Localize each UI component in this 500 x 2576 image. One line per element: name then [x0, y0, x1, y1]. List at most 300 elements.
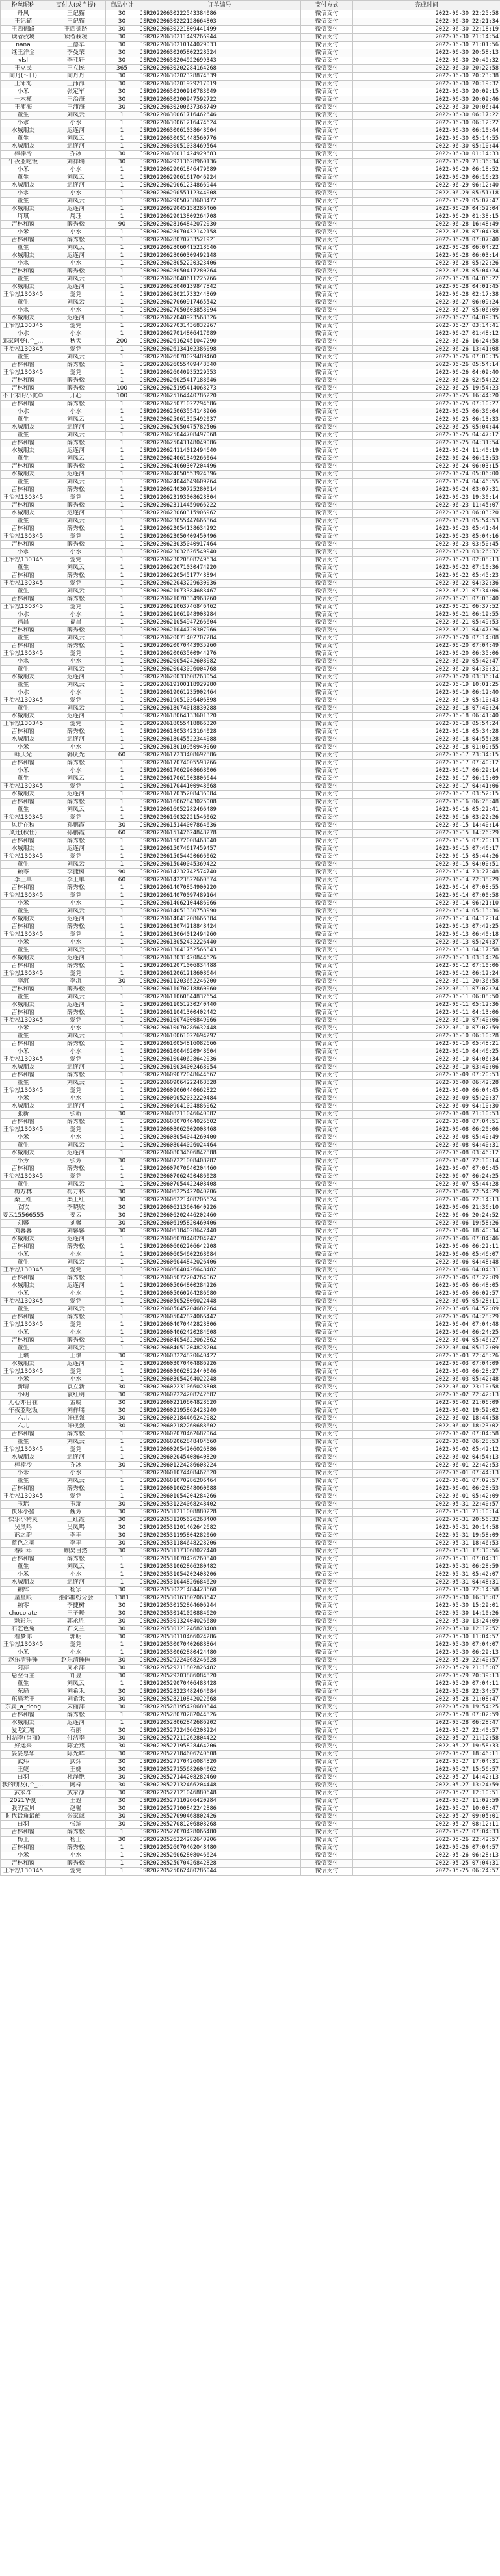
cell-completed-time: 2022-06-30 22:25:58: [353, 10, 500, 18]
table-row: [1, 978, 500, 986]
cell-order-number: JSR20220607070640204460: [138, 1165, 301, 1173]
cell-order-number: JSR20220529211802826482: [138, 1665, 301, 1673]
cell-fans-nickname: 王治泓130345: [1, 291, 46, 299]
cell-completed-time: 2022-06-28 04:06:22: [353, 276, 500, 284]
table-row: [1, 455, 500, 463]
table-row: [1, 1587, 500, 1595]
cell-order-number: JSR20220620043026004768: [138, 666, 301, 674]
table-row: [1, 151, 500, 159]
table-row: [1, 1735, 500, 1743]
cell-order-number: JSR20220607062420486028: [138, 1173, 301, 1181]
cell-completed-time: 2022-06-26 05:54:14: [353, 362, 500, 369]
cell-subtotal: 1: [106, 689, 138, 697]
cell-payment-method: 微信支付: [301, 393, 353, 401]
cell-payer-name: 爱党: [46, 650, 106, 658]
table-row: [1, 1439, 500, 1446]
cell-completed-time: 2022-06-25 06:13:33: [353, 416, 500, 424]
cell-completed-time: 2022-06-08 07:04:51: [353, 1119, 500, 1126]
cell-payer-name: 迟连河: [46, 1720, 106, 1727]
cell-payer-name: 刘凤云: [46, 1478, 106, 1485]
table-row: [1, 1142, 500, 1150]
cell-subtotal: 30: [106, 1462, 138, 1470]
cell-payment-method: 微信支付: [301, 994, 353, 1002]
table-row: [1, 666, 500, 674]
cell-fans-nickname: 刘馨馨: [1, 1228, 46, 1236]
cell-fans-nickname: 水城朋友: [1, 1454, 46, 1462]
table-row: [1, 1509, 500, 1517]
table-row: [1, 1041, 500, 1048]
cell-order-number: JSR20220614051330758990: [138, 908, 301, 916]
cell-payment-method: 微信支付: [301, 1782, 353, 1790]
cell-subtotal: 1: [106, 736, 138, 744]
table-row: [1, 1392, 500, 1400]
cell-payer-name: 薛秀松: [46, 572, 106, 580]
cell-subtotal: 90: [106, 221, 138, 229]
cell-completed-time: 2022-06-23 06:03:20: [353, 510, 500, 518]
cell-payment-method: 微信支付: [301, 1680, 353, 1688]
cell-payment-method: 微信支付: [301, 1119, 353, 1126]
cell-payment-method: 微信支付: [301, 1400, 353, 1407]
cell-fans-nickname: 王记猫: [1, 18, 46, 26]
cell-subtotal: 1: [106, 486, 138, 494]
cell-payer-name: 爱党: [46, 814, 106, 822]
cell-payment-method: 微信支付: [301, 213, 353, 221]
cell-fans-nickname: 王西德路: [1, 26, 46, 34]
cell-order-number: JSR20220528223482464084: [138, 1688, 301, 1696]
cell-subtotal: 1: [106, 1064, 138, 1072]
cell-completed-time: 2022-05-31 18:46:53: [353, 1540, 500, 1548]
cell-payment-method: 微信支付: [301, 354, 353, 362]
cell-completed-time: 2022-06-09 05:20:37: [353, 1095, 500, 1103]
cell-payer-name: 迟连河: [46, 1064, 106, 1072]
cell-payer-name: 袁立新: [46, 1384, 106, 1392]
cell-fans-nickname: 王治泓130345: [1, 604, 46, 611]
cell-fans-nickname: 读者我境: [1, 34, 46, 42]
cell-order-number: JSR20220531062866280482: [138, 1563, 301, 1571]
table-row: [1, 65, 500, 73]
cell-completed-time: 2022-06-30 22:21:34: [353, 18, 500, 26]
table-row: [1, 135, 500, 143]
cell-payer-name: 陈金燕: [46, 1743, 106, 1751]
cell-order-number: JSR20220630210144029033: [138, 42, 301, 49]
cell-payer-name: 张定军: [46, 88, 106, 96]
table-row: [1, 1165, 500, 1173]
cell-fans-nickname: 风迁(秋仕): [1, 830, 46, 838]
cell-payer-name: 刘馨: [46, 1220, 106, 1228]
table-row: [1, 1798, 500, 1805]
cell-fans-nickname: 水城朋友: [1, 955, 46, 963]
table-row: [1, 1228, 500, 1236]
cell-subtotal: 1: [106, 1298, 138, 1306]
cell-subtotal: 30: [106, 1587, 138, 1595]
cell-payer-name: 爱党: [46, 533, 106, 541]
cell-completed-time: 2022-06-02 18:23:02: [353, 1423, 500, 1431]
table-row: [1, 1712, 500, 1720]
cell-payment-method: 微信支付: [301, 1173, 353, 1181]
cell-subtotal: 30: [106, 1766, 138, 1774]
cell-completed-time: 2022-06-03 05:42:48: [353, 1376, 500, 1384]
cell-subtotal: 1: [106, 596, 138, 604]
cell-payment-method: 微信支付: [301, 525, 353, 533]
cell-payment-method: 微信支付: [301, 206, 353, 213]
table-row: [1, 354, 500, 362]
cell-completed-time: 2022-06-11 07:02:24: [353, 986, 500, 994]
cell-subtotal: 1: [106, 744, 138, 752]
cell-completed-time: 2022-06-13 03:14:26: [353, 955, 500, 963]
cell-payment-method: 微信支付: [301, 1868, 353, 1876]
table-row: [1, 299, 500, 307]
cell-order-number: JSR20220605042824066442: [138, 1314, 301, 1321]
table-row: [1, 1478, 500, 1485]
cell-fans-nickname: 快乐小精灵: [1, 1517, 46, 1524]
table-row: [1, 401, 500, 408]
cell-payer-name: 姜云: [46, 1212, 106, 1220]
cell-payment-method: 微信支付: [301, 658, 353, 666]
table-row: [1, 268, 500, 276]
cell-subtotal: 1: [106, 190, 138, 198]
cell-fans-nickname: 星星眼: [1, 1595, 46, 1602]
cell-payment-method: 微信支付: [301, 276, 353, 284]
cell-order-number: JSR20220605064800284226: [138, 1282, 301, 1290]
cell-payer-name: 爱党: [46, 604, 106, 611]
cell-payer-name: 迟连河: [46, 447, 106, 455]
table-row: [1, 861, 500, 869]
cell-order-number: JSR20220621070334968260: [138, 596, 301, 604]
cell-payment-method: 微信支付: [301, 604, 353, 611]
cell-completed-time: 2022-06-14 22:38:29: [353, 877, 500, 884]
cell-completed-time: 2022-05-30 11:04:57: [353, 1634, 500, 1641]
cell-completed-time: 2022-06-30 20:09:46: [353, 96, 500, 104]
cell-subtotal: 1: [106, 1080, 138, 1087]
table-row: [1, 1236, 500, 1243]
cell-payment-method: 微信支付: [301, 783, 353, 791]
cell-payer-name: 迟连河: [46, 736, 106, 744]
cell-completed-time: 2022-05-27 17:04:31: [353, 1759, 500, 1766]
cell-subtotal: 1: [106, 1290, 138, 1298]
cell-subtotal: 1: [106, 1033, 138, 1041]
cell-order-number: JSR20220615074617459457: [138, 845, 301, 853]
cell-completed-time: 2022-06-14 07:08:55: [353, 884, 500, 892]
table-row: [1, 1649, 500, 1657]
cell-subtotal: 1: [106, 1329, 138, 1337]
cell-completed-time: 2022-06-25 07:10:27: [353, 401, 500, 408]
cell-order-number: JSR20220611060844832654: [138, 994, 301, 1002]
cell-payer-name: 王婕: [46, 1766, 106, 1774]
cell-completed-time: 2022-06-24 05:06:00: [353, 471, 500, 479]
cell-subtotal: 1: [106, 666, 138, 674]
cell-fans-nickname: 王治泓130345: [1, 721, 46, 728]
cell-subtotal: 1: [106, 1345, 138, 1353]
cell-fans-nickname: 小米: [1, 1025, 46, 1033]
cell-payer-name: 李捷树: [46, 1602, 106, 1610]
cell-order-number: JSR20220602184466242082: [138, 1415, 301, 1423]
cell-payment-method: 微信支付: [301, 1751, 353, 1759]
table-row: [1, 1602, 500, 1610]
cell-payer-name: 爱党: [46, 291, 106, 299]
cell-fans-nickname: 一木槿: [1, 96, 46, 104]
cell-subtotal: 30: [106, 1111, 138, 1119]
cell-subtotal: 1: [106, 814, 138, 822]
cell-fans-nickname: 水城朋友: [1, 284, 46, 291]
cell-payment-method: 微信支付: [301, 861, 353, 869]
cell-subtotal: 1: [106, 401, 138, 408]
table-row: [1, 323, 500, 330]
cell-completed-time: 2022-06-21 07:03:40: [353, 596, 500, 604]
cell-order-number: JSR20220621061948908284: [138, 611, 301, 619]
cell-fans-nickname: 东扁老王: [1, 1696, 46, 1704]
cell-completed-time: 2022-06-26 16:24:58: [353, 338, 500, 346]
cell-fans-nickname: 吉林和窗: [1, 760, 46, 767]
cell-fans-nickname: 董生: [1, 947, 46, 955]
cell-subtotal: 1: [106, 1142, 138, 1150]
cell-payment-method: 微信支付: [301, 1837, 353, 1844]
cell-order-number: JSR20220531173068022440: [138, 1548, 301, 1556]
cell-fans-nickname: 水城朋友: [1, 1361, 46, 1368]
cell-fans-nickname: 小米: [1, 767, 46, 775]
cell-completed-time: 2022-05-30 06:29:13: [353, 1649, 500, 1657]
table-row: [1, 1688, 500, 1696]
cell-payer-name: 薛秀松: [46, 1337, 106, 1345]
cell-payment-method: 微信支付: [301, 1743, 353, 1751]
cell-payment-method: 微信支付: [301, 315, 353, 323]
cell-payment-method: 微信支付: [301, 1080, 353, 1087]
cell-subtotal: 1: [106, 252, 138, 260]
cell-subtotal: 1: [106, 1181, 138, 1189]
cell-completed-time: 2022-06-04 05:12:09: [353, 1345, 500, 1353]
cell-order-number: JSR20220628040611225766: [138, 276, 301, 284]
table-row: [1, 190, 500, 198]
cell-order-number: JSR20220607054422408408: [138, 1181, 301, 1189]
cell-subtotal: 1: [106, 643, 138, 650]
cell-completed-time: 2022-06-04 06:24:25: [353, 1329, 500, 1337]
cell-fans-nickname: 爱吃红薯: [1, 1727, 46, 1735]
cell-order-number: JSR20220626055409448840: [138, 362, 301, 369]
cell-payer-name: 刘凤云: [46, 112, 106, 120]
cell-payment-method: 微信支付: [301, 1002, 353, 1009]
cell-fans-nickname: 水城朋友: [1, 1282, 46, 1290]
cell-fans-nickname: 水城朋友: [1, 713, 46, 721]
cell-payer-name: 刘凤云: [46, 479, 106, 486]
cell-payer-name: 刘凤云: [46, 1439, 106, 1446]
cell-subtotal: 30: [106, 1501, 138, 1509]
cell-completed-time: 2022-05-29 07:04:11: [353, 1680, 500, 1688]
table-row: [1, 830, 500, 838]
cell-completed-time: 2022-06-30 20:22:58: [353, 65, 500, 73]
cell-subtotal: 1: [106, 1056, 138, 1064]
cell-subtotal: 1: [106, 923, 138, 931]
cell-order-number: JSR20220610074000849066: [138, 1017, 301, 1025]
cell-payment-method: 微信支付: [301, 705, 353, 713]
cell-fans-nickname: 水城朋友: [1, 1150, 46, 1158]
cell-fans-nickname: 水城朋友: [1, 845, 46, 853]
cell-payment-method: 微信支付: [301, 1813, 353, 1821]
cell-fans-nickname: 水城朋友: [1, 510, 46, 518]
table-row: [1, 416, 500, 424]
cell-fans-nickname: 小米: [1, 939, 46, 947]
cell-fans-nickname: 晏晏思华: [1, 1751, 46, 1759]
cell-payer-name: 爱党: [46, 892, 106, 900]
table-row: [1, 104, 500, 112]
cell-completed-time: 2022-05-31 05:42:07: [353, 1571, 500, 1579]
cell-payment-method: 微信支付: [301, 1548, 353, 1556]
cell-order-number: JSR20220614232742574740: [138, 869, 301, 877]
table-row: [1, 697, 500, 705]
cell-fans-nickname: 王治泓130345: [1, 1087, 46, 1095]
cell-payer-name: 阿梓: [46, 1782, 106, 1790]
cell-completed-time: 2022-06-25 04:47:12: [353, 432, 500, 440]
cell-completed-time: 2022-06-06 04:04:31: [353, 1267, 500, 1275]
cell-subtotal: 1: [106, 931, 138, 939]
cell-payer-name: 周永萍: [46, 1665, 106, 1673]
cell-completed-time: 2022-05-28 21:08:47: [353, 1696, 500, 1704]
cell-subtotal: 1: [106, 479, 138, 486]
cell-payment-method: 微信支付: [301, 884, 353, 892]
cell-fans-nickname: 董生: [1, 908, 46, 916]
cell-fans-nickname: 小水: [1, 689, 46, 697]
cell-completed-time: 2022-05-30 15:29:01: [353, 1602, 500, 1610]
table-row: [1, 908, 500, 916]
table-row: [1, 213, 500, 221]
cell-order-number: JSR20220617062908668006: [138, 767, 301, 775]
cell-completed-time: 2022-06-30 06:10:44: [353, 127, 500, 135]
table-row: [1, 635, 500, 643]
cell-fans-nickname: 不干末的小优©: [1, 393, 46, 401]
cell-subtotal: 1: [106, 1439, 138, 1446]
cell-payment-method: 微信支付: [301, 1361, 353, 1368]
cell-completed-time: 2022-06-21 06:19:55: [353, 611, 500, 619]
cell-order-number: JSR20220603054264022248: [138, 1376, 301, 1384]
cell-order-number: JSR20220527184606240608: [138, 1751, 301, 1759]
cell-fans-nickname: 吉林和窗: [1, 1041, 46, 1048]
cell-subtotal: 1: [106, 1376, 138, 1384]
cell-completed-time: 2022-06-10 04:06:34: [353, 1056, 500, 1064]
cell-completed-time: 2022-05-27 15:56:57: [353, 1766, 500, 1774]
table-row: [1, 1696, 500, 1704]
table-row: [1, 88, 500, 96]
cell-subtotal: 1: [106, 963, 138, 970]
cell-payment-method: 微信支付: [301, 1275, 353, 1282]
cell-fans-nickname: 吉林和窗: [1, 1243, 46, 1251]
cell-payer-name: 杜泽艳: [46, 1774, 106, 1782]
cell-order-number: JSR20220603224820640422: [138, 1353, 301, 1361]
cell-order-number: JSR20220624114012494640: [138, 447, 301, 455]
cell-fans-nickname: 小米: [1, 1376, 46, 1384]
cell-payer-name: 小水: [46, 166, 106, 174]
cell-payment-method: 微信支付: [301, 799, 353, 806]
cell-completed-time: 2022-05-27 08:12:11: [353, 1821, 500, 1829]
cell-subtotal: 1: [106, 518, 138, 525]
cell-subtotal: 1: [106, 1087, 138, 1095]
cell-fans-nickname: 新晴: [1, 1384, 46, 1392]
table-row: [1, 1282, 500, 1290]
cell-subtotal: 1: [106, 783, 138, 791]
cell-payer-name: 王瓒: [46, 1353, 106, 1361]
cell-completed-time: 2022-05-26 06:28:13: [353, 1852, 500, 1860]
cell-order-number: JSR20220620063500944276: [138, 650, 301, 658]
cell-payer-name: 薛秀松: [46, 1485, 106, 1493]
table-row: [1, 330, 500, 338]
cell-payment-method: 微信支付: [301, 619, 353, 627]
cell-payer-name: 王西德路: [46, 26, 106, 34]
cell-payment-method: 微信支付: [301, 845, 353, 853]
cell-subtotal: 1: [106, 1134, 138, 1142]
cell-payer-name: 薛秀松: [46, 268, 106, 276]
cell-completed-time: 2022-06-22 05:45:23: [353, 572, 500, 580]
cell-completed-time: 2022-06-28 05:22:26: [353, 260, 500, 268]
cell-order-number: JSR20220609052032220484: [138, 1095, 301, 1103]
cell-completed-time: 2022-06-15 07:46:17: [353, 845, 500, 853]
cell-order-number: JSR20220630200910783049: [138, 88, 301, 96]
cell-payment-method: 微信支付: [301, 1236, 353, 1243]
table-row: [1, 611, 500, 619]
cell-payment-method: 微信支付: [301, 1368, 353, 1376]
header-fans-nickname: 粉丝昵称: [1, 1, 46, 10]
cell-subtotal: 1: [106, 1454, 138, 1462]
cell-completed-time: 2022-06-25 19:54:23: [353, 385, 500, 393]
cell-order-number: JSR20220630202328874839: [138, 73, 301, 81]
cell-order-number: JSR20220629061617046924: [138, 174, 301, 182]
cell-order-number: JSR20220611051230240440: [138, 1002, 301, 1009]
cell-payer-name: 小水: [46, 1048, 106, 1056]
cell-completed-time: 2022-06-27 04:09:35: [353, 315, 500, 323]
cell-payer-name: 小水: [46, 1329, 106, 1337]
cell-order-number: JSR20220602062848404660: [138, 1439, 301, 1446]
cell-fans-nickname: 蓝之韵: [1, 1532, 46, 1540]
cell-completed-time: 2022-05-27 11:02:59: [353, 1798, 500, 1805]
cell-subtotal: 1: [106, 1860, 138, 1868]
cell-payer-name: 刘凤云: [46, 635, 106, 643]
cell-payer-name: 许成强: [46, 1415, 106, 1423]
cell-subtotal: 30: [106, 1673, 138, 1680]
cell-completed-time: 2022-06-18 04:55:28: [353, 736, 500, 744]
cell-fans-nickname: 小米: [1, 1470, 46, 1478]
table-row: [1, 744, 500, 752]
cell-payment-method: 微信支付: [301, 455, 353, 463]
cell-fans-nickname: 王治泓130345: [1, 494, 46, 502]
cell-fans-nickname: 王沛海: [1, 104, 46, 112]
cell-subtotal: 1: [106, 541, 138, 549]
table-row: [1, 221, 500, 229]
cell-order-number: JSR20220608044026024464: [138, 1142, 301, 1150]
cell-payment-method: 微信支付: [301, 174, 353, 182]
table-row: [1, 806, 500, 814]
cell-completed-time: 2022-06-23 19:30:14: [353, 494, 500, 502]
table-row: [1, 1431, 500, 1439]
table-row: [1, 916, 500, 923]
cell-subtotal: 1: [106, 1243, 138, 1251]
cell-order-number: JSR20220623114459066222: [138, 502, 301, 510]
cell-order-number: JSR20220616052282466489: [138, 806, 301, 814]
cell-fans-nickname: 董生: [1, 174, 46, 182]
cell-completed-time: 2022-05-27 19:58:33: [353, 1743, 500, 1751]
cell-fans-nickname: 董生: [1, 1033, 46, 1041]
cell-payer-name: 迟连河: [46, 1236, 106, 1243]
cell-payment-method: 微信支付: [301, 635, 353, 643]
cell-fans-nickname: 小米: [1, 1048, 46, 1056]
cell-payment-method: 微信支付: [301, 1314, 353, 1321]
cell-payment-method: 微信支付: [301, 1634, 353, 1641]
cell-payment-method: 微信支付: [301, 1688, 353, 1696]
cell-completed-time: 2022-06-05 06:48:05: [353, 1282, 500, 1290]
cell-payer-name: 爱党: [46, 853, 106, 861]
table-row: [1, 533, 500, 541]
table-row: [1, 1345, 500, 1353]
cell-order-number: JSR20220526062808046624: [138, 1852, 301, 1860]
cell-fans-nickname: 董生: [1, 432, 46, 440]
cell-subtotal: 30: [106, 1688, 138, 1696]
cell-payer-name: 小水: [46, 229, 106, 237]
cell-order-number: JSR20220603062822440046: [138, 1368, 301, 1376]
